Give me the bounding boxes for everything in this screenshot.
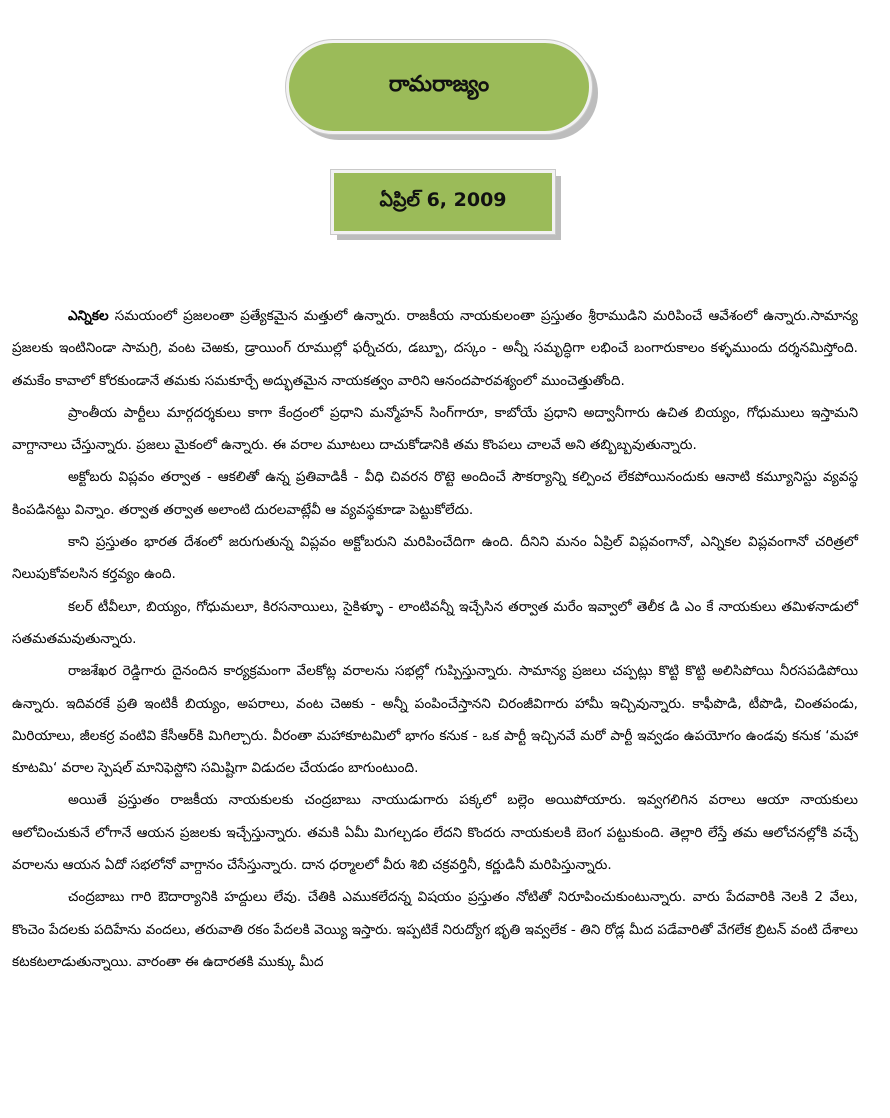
article-paragraph <box>12 526 858 591</box>
paragraph-text: ప్రాంతీయ పార్టీలు మార్గదర్శకులు కాగా కేంద్రంలో ప్రధాని మన్మోహన్ సింగ్‌గారూ, కాబోయే ప్రధాని అద్వానీగారు ఉచిత బియ్యం, గోధుములు ఇస్తామని వాగ్దానాలు చేస్తున్నారు. ప్రజలు మైకంలో ఉన్నారు. ఈ వరాల మూటలు దాచుకోడానికి తమ కొంపలు చాలవే అని తబ్బిబ్బవుతున్నారు. <box>12 404 858 454</box>
paragraph-text: కాని ప్రస్తుతం భారత దేశంలో జరుగుతున్న విప్లవం అక్టోబరుని మరిపించేదిగా ఉంది. దీనిని మనం ఏప్రిల్ విప్లవంగానో, ఎన్నికల విప్లవంగానో చరిత్రలో నిలుపుకోవలసిన కర్తవ్యం ఉంది. <box>12 534 858 583</box>
article-paragraph <box>12 784 858 881</box>
paragraph-text: చంద్రబాబు గారి ఔదార్యానికి హద్దులు లేవు. చేతికి ఎముకలేదన్న విషయం ప్రస్తుతం నోటితో నిరూపించుకుంటున్నారు. వారు పేదవారికి నెలకి 2 వేలు, కొంచెం పేదలకు పదిహేను వందలు, తరువాతి రకం పేదలకి వెయ్యి ఇస్తారు. ఇప్పటికే నిరుద్యోగ భృతి ఇవ్వలేక - తిని రోడ్ల మీద పడేవారితో వేగలేక బ్రిటన్ వంటి దేశాలు కటకటలాడుతున్నాయి. వారంతా ఈ ఉదారతకి ముక్కు మీద <box>12 889 858 970</box>
paragraph-text: రాజశేఖర రెడ్డిగారు దైనందిన కార్యక్రమంగా వేలకోట్ల వరాలను సభల్లో గుప్పిస్తున్నారు. సామాన్య ప్రజలు చప్పట్లు కొట్టి కొట్టి అలిసిపోయి నీరసపడిపోయి ఉన్నారు. ఇదివరకే ప్రతి ఇంటికీ బియ్యం, అపరాలు, వంట చెఱకు - అన్నీ పంపించేస్తానని చిరంజీవిగారు హామీ ఇచ్చివున్నారు. కాఫీపొడి, టీపొడి, చింతపండు, మిరియాలు, జీలకర్ర వంటివి కేసీఆర్‌కి మిగిల్చారు. వీరంతా మహాకూటమిలో భాగం కనుక - ఒక పార్టీ ఇచ్చినవే మరో పార్టీ ఇవ్వడం ఉపయోగం ఉండవు కనుక ‘మహా కూటమి‘ వరాల స్పెషల్ మానిఫెస్టోని సమిష్టిగా విడుదల చేయడం బాగుంటుంది. <box>12 663 858 777</box>
title-banner <box>286 40 592 134</box>
paragraph-text: సమయంలో ప్రజలంతా ప్రత్యేకమైన మత్తులో ఉన్నారు. రాజకీయ నాయకులంతా ప్రస్తుతం శ్రీరాముడిని మరిపించే ఆవేశంలో ఉన్నారు.సామాన్య ప్రజలకు ఇంటినిండా సామగ్రి, వంట చెఱకు, డ్రాయింగ్ రూముల్లో ఫర్నీచరు, డబ్బూ, దస్కం - అన్నీ సమృద్ధిగా లభించే బంగారుకాలం కళ్ళముందు దర్శనమిస్తోంది. తమకేం కావాలో కోరకుండానే తమకు సమకూర్చే అద్భుతమైన నాయకత్వం వారిని ఆనందపారవశ్యంలో ముంచెత్తుతోంది. <box>12 308 858 389</box>
date-banner <box>331 170 555 234</box>
article-paragraph <box>12 591 858 656</box>
paragraph-text: కలర్ టీవీలూ, బియ్యం, గోధుమలూ, కిరసనాయిలు, సైకిళ్ళూ - లాంటివన్నీ ఇచ్చేసిన తర్వాత మరేం ఇవ్వాలో తెలీక డి ఎం కే నాయకులు తమిళనాడులో సతమతమవుతున్నారు. <box>12 598 858 647</box>
article-paragraph <box>12 300 858 397</box>
article-date: ఏప్రిల్ 6, 2009 <box>379 188 507 211</box>
paragraph-lead-word: ఎన్నికల <box>68 308 109 324</box>
article-paragraph <box>12 655 858 784</box>
page-title: రామరాజ్యం <box>388 72 490 97</box>
article-body <box>12 300 858 978</box>
paragraph-text: అక్టోబరు విప్లవం తర్వాత - ఆకలితో ఉన్న ప్రతివాడికీ - వీధి చివరన రొట్టె అందించే సౌకర్యాన్ని కల్పించ లేకపోయినందుకు ఆనాటి కమ్యూనిస్టు వ్యవస్థ కింపడినట్టు విన్నాం. తర్వాత తర్వాత అలాంటి దురలవాట్లేవీ ఆ వ్యవస్థకూడా పెట్టుకోలేదు. <box>12 469 858 518</box>
paragraph-text: అయితే ప్రస్తుతం రాజకీయ నాయకులకు చంద్రబాబు నాయుడుగారు పక్కలో బల్లెం అయిపోయారు. ఇవ్వగలిగిన వరాలు ఆయా నాయకులు ఆలోచించుకునే లోగానే ఆయన ప్రజలకు ఇచ్చేస్తున్నారు. తమకి ఏమీ మిగల్చడం లేదని కొందరు నాయకులకి బెంగ పట్టుకుంది. తెల్లారి లేస్తే తమ ఆలోచనల్లోకి వచ్చే వరాలను ఆయన ఏదో సభలోనో వాగ్దానం చేసేస్తున్నారు. దాన ధర్మాలలో వీరు శిబి చక్రవర్తినీ, కర్ణుడినీ మరిపిస్తున్నారు. <box>12 792 858 874</box>
article-paragraph <box>12 461 858 526</box>
article-paragraph <box>12 881 858 978</box>
article-paragraph <box>12 397 858 462</box>
